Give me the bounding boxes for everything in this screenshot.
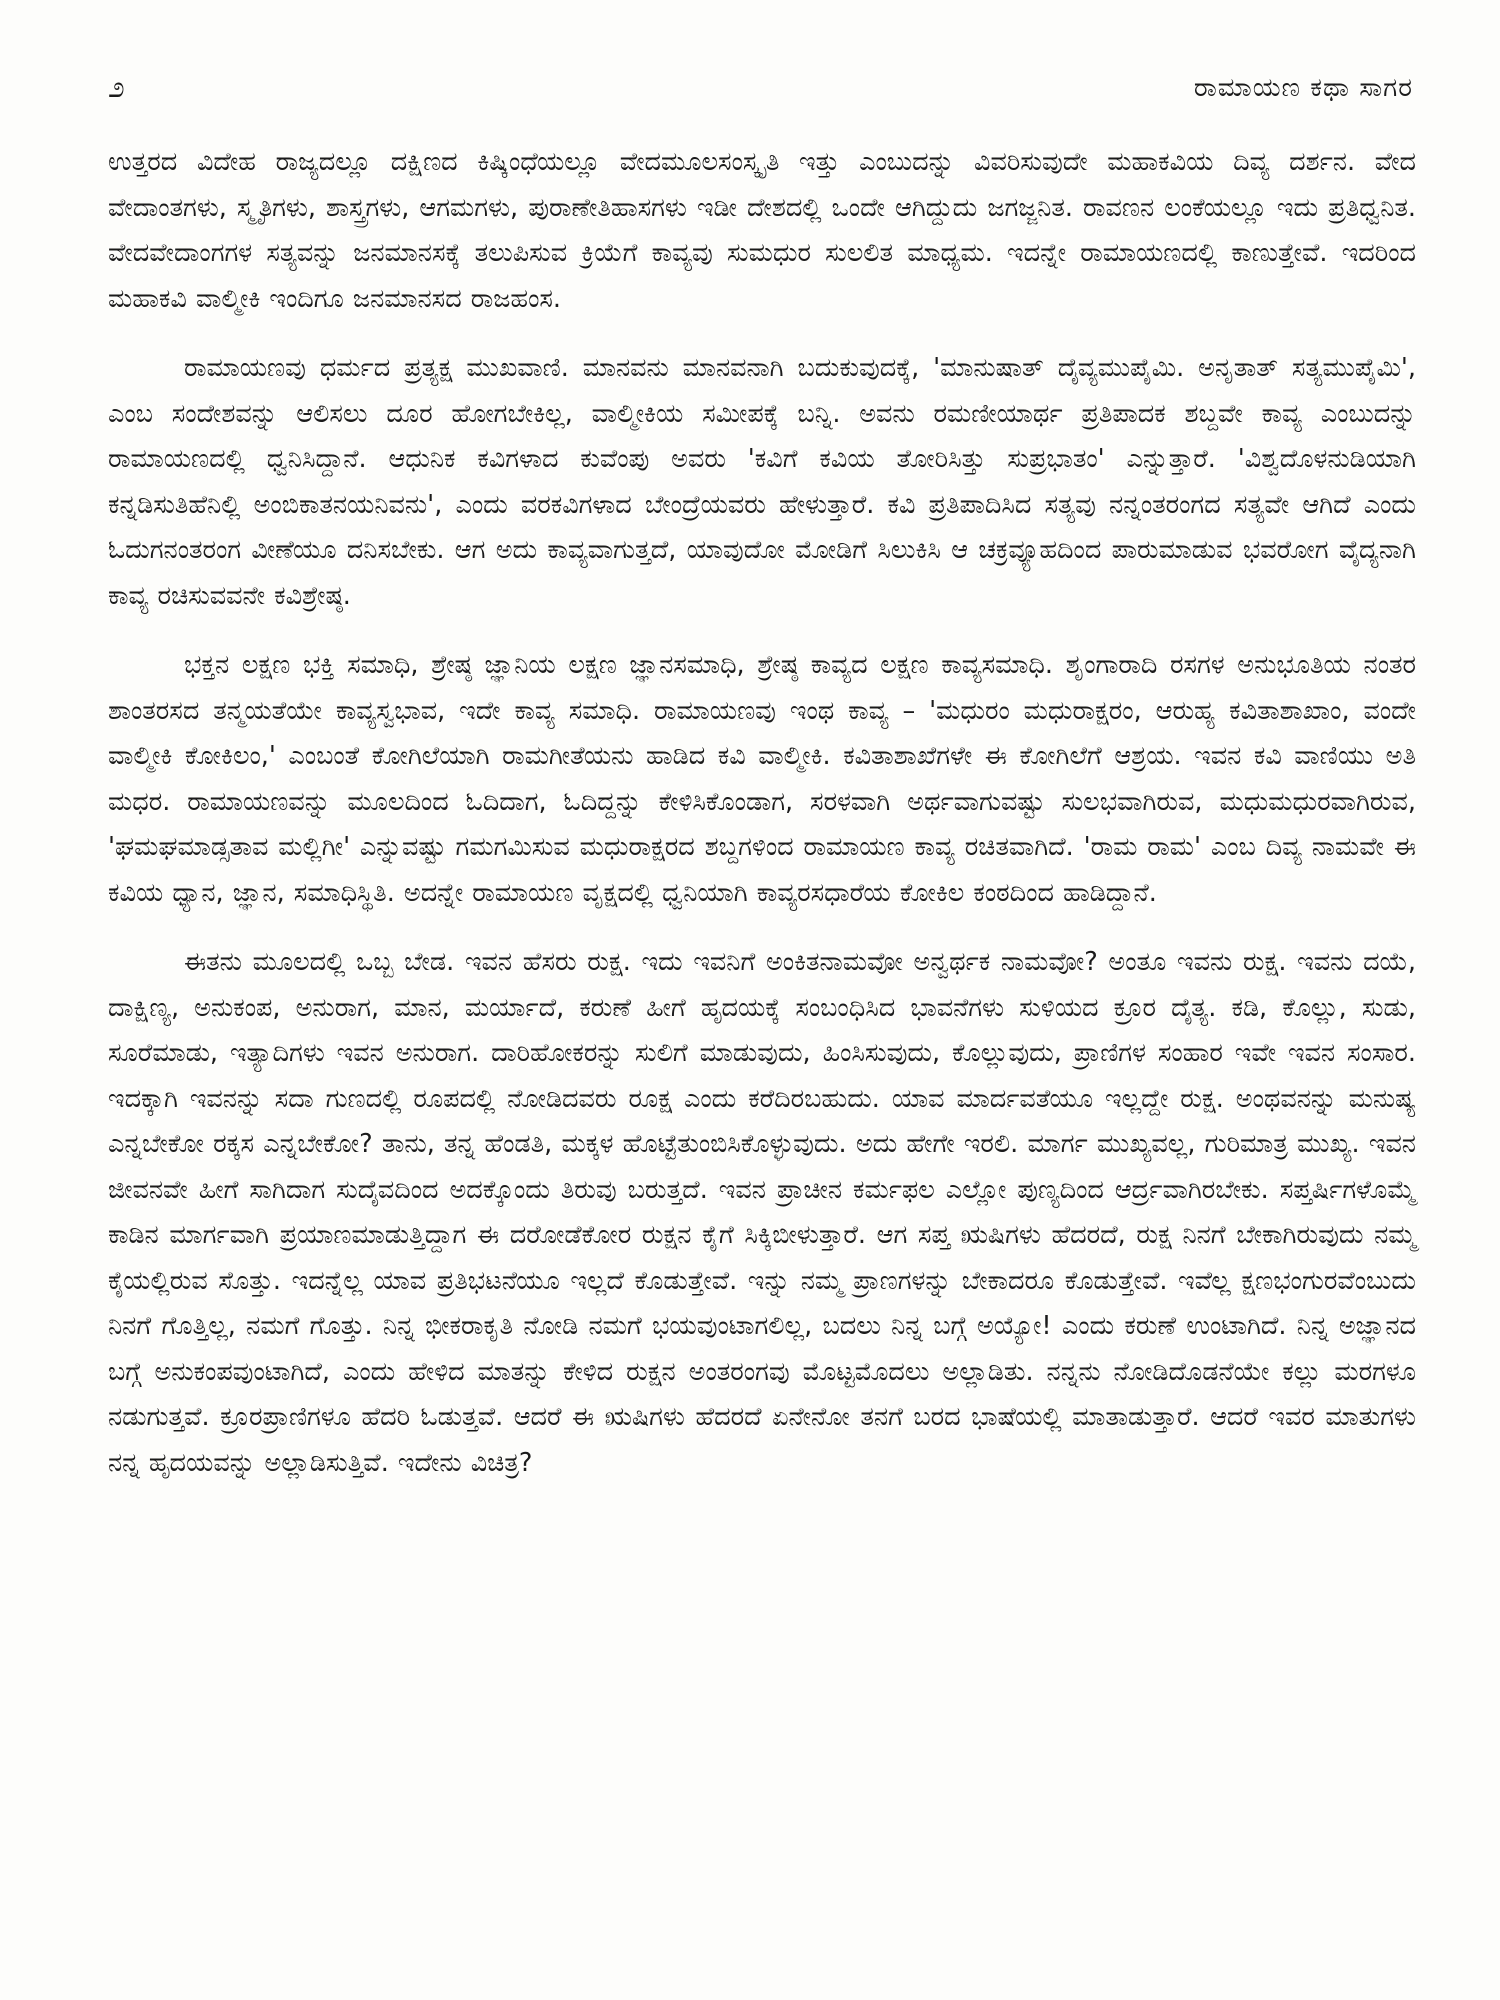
paragraph-2: ರಾಮಾಯಣವು ಧರ್ಮದ ಪ್ರತ್ಯಕ್ಷ ಮುಖವಾಣಿ. ಮಾನವನು ಮಾನವನಾಗಿ ಬದುಕುವುದಕ್ಕೆ, 'ಮಾನುಷಾತ್ ದೈವ್ಯಮುಪೈಮಿ. ಅನೃತಾತ್ ಸತ್ಯಮುಪೈಮಿ', ಎಂಬ ಸಂದೇಶವನ್ನು ಆಲಿಸಲು ದೂರ ಹೋಗಬೇಕಿಲ್ಲ, ವಾಲ್ಮೀಕಿಯ ಸಮೀಪಕ್ಕೆ ಬನ್ನಿ. ಅವನು ರಮಣೀಯಾರ್ಥ ಪ್ರತಿಪಾದಕ ಶಬ್ದವೇ ಕಾವ್ಯ ಎಂಬುದನ್ನು ರಾಮಾಯಣದಲ್ಲಿ ಧ್ವನಿಸಿದ್ದಾನೆ. ಆಧುನಿಕ ಕವಿಗಳಾದ ಕುವೆಂಪು ಅವರು 'ಕವಿಗೆ ಕವಿಯ ತೋರಿಸಿತ್ತು ಸುಪ್ರಭಾತಂ' ಎನ್ನುತ್ತಾರೆ. 'ವಿಶ್ವದೊಳನುಡಿಯಾಗಿ ಕನ್ನಡಿಸುತಿಹೆನಿಲ್ಲಿ ಅಂಬಿಕಾತನಯನಿವನು', ಎಂದು ವರಕವಿಗಳಾದ ಬೇಂದ್ರೆಯವರು ಹೇಳುತ್ತಾರೆ. ಕವಿ ಪ್ರತಿಪಾದಿಸಿದ ಸತ್ಯವು ನನ್ನಂತರಂಗದ ಸತ್ಯವೇ ಆಗಿದೆ ಎಂದು ಓದುಗನಂತರಂಗ ವೀಣೆಯೂ ದನಿಸಬೇಕು. ಆಗ ಅದು ಕಾವ್ಯವಾಗುತ್ತದೆ, ಯಾವುದೋ ಮೋಡಿಗೆ ಸಿಲುಕಿಸಿ ಆ ಚಕ್ರವ್ಯೂಹದಿಂದ ಪಾರುಮಾಡುವ ಭವರೋಗ ವೈದ್ಯನಾಗಿ ಕಾವ್ಯ ರಚಿಸುವವನೇ ಕವಿಶ್ರೇಷ್ಠ. <box>108 353 1416 611</box>
body-text <box>108 140 1416 1510</box>
paragraph-3: ಭಕ್ತನ ಲಕ್ಷಣ ಭಕ್ತಿ ಸಮಾಧಿ, ಶ್ರೇಷ್ಠ ಜ್ಞಾನಿಯ ಲಕ್ಷಣ ಜ್ಞಾನಸಮಾಧಿ, ಶ್ರೇಷ್ಠ ಕಾವ್ಯದ ಲಕ್ಷಣ ಕಾವ್ಯಸಮಾಧಿ. ಶೃಂಗಾರಾದಿ ರಸಗಳ ಅನುಭೂತಿಯ ನಂತರ ಶಾಂತರಸದ ತನ್ಮಯತೆಯೇ ಕಾವ್ಯಸ್ವಭಾವ, ಇದೇ ಕಾವ್ಯ ಸಮಾಧಿ. ರಾಮಾಯಣವು ಇಂಥ ಕಾವ್ಯ – 'ಮಧುರಂ ಮಧುರಾಕ್ಷರಂ, ಆರುಹ್ಯ ಕವಿತಾಶಾಖಾಂ, ವಂದೇ ವಾಲ್ಮೀಕಿ ಕೋಕಿಲಂ,' ಎಂಬಂತೆ ಕೋಗಿಲೆಯಾಗಿ ರಾಮಗೀತೆಯನು ಹಾಡಿದ ಕವಿ ವಾಲ್ಮೀಕಿ. ಕವಿತಾಶಾಖೆಗಳೇ ಈ ಕೋಗಿಲೆಗೆ ಆಶ್ರಯ. ಇವನ ಕವಿ ವಾಣಿಯು ಅತಿ ಮಧರ. ರಾಮಾಯಣವನ್ನು ಮೂಲದಿಂದ ಓದಿದಾಗ, ಓದಿದ್ದನ್ನು ಕೇಳಿಸಿಕೊಂಡಾಗ, ಸರಳವಾಗಿ ಅರ್ಥವಾಗುವಷ್ಟು ಸುಲಭವಾಗಿರುವ, ಮಧುಮಧುರವಾಗಿರುವ, 'ಘಮಘಮಾಡ್ಸತಾವ ಮಲ್ಲಿಗೀ' ಎನ್ನುವಷ್ಟು ಗಮಗಮಿಸುವ ಮಧುರಾಕ್ಷರದ ಶಬ್ದಗಳಿಂದ ರಾಮಾಯಣ ಕಾವ್ಯ ರಚಿತವಾಗಿದೆ. 'ರಾಮ ರಾಮ' ಎಂಬ ದಿವ್ಯ ನಾಮವೇ ಈ ಕವಿಯ ಧ್ಯಾನ, ಜ್ಞಾನ, ಸಮಾಧಿಸ್ಥಿತಿ. ಅದನ್ನೇ ರಾಮಾಯಣ ವೃಕ್ಷದಲ್ಲಿ ಧ್ವನಿಯಾಗಿ ಕಾವ್ಯರಸಧಾರೆಯ ಕೋಕಿಲ ಕಂಠದಿಂದ ಹಾಡಿದ್ದಾನೆ. <box>108 650 1416 908</box>
paragraph-1: ಉತ್ತರದ ವಿದೇಹ ರಾಜ್ಯದಲ್ಲೂ ದಕ್ಷಿಣದ ಕಿಷ್ಕಿಂಧೆಯಲ್ಲೂ ವೇದಮೂಲಸಂಸ್ಕೃತಿ ಇತ್ತು ಎಂಬುದನ್ನು ವಿವರಿಸುವುದೇ ಮಹಾಕವಿಯ ದಿವ್ಯ ದರ್ಶನ. ವೇದ ವೇದಾಂತಗಳು, ಸ್ಮೃತಿಗಳು, ಶಾಸ್ತ್ರಗಳು, ಆಗಮಗಳು, ಪುರಾಣೇತಿಹಾಸಗಳು ಇಡೀ ದೇಶದಲ್ಲಿ ಒಂದೇ ಆಗಿದ್ದುದು ಜಗಜ್ಜನಿತ. ರಾವಣನ ಲಂಕೆಯಲ್ಲೂ ಇದು ಪ್ರತಿಧ್ವನಿತ. ವೇದವೇದಾಂಗಗಳ ಸತ್ಯವನ್ನು ಜನಮಾನಸಕ್ಕೆ ತಲುಪಿಸುವ ಕ್ರಿಯೆಗೆ ಕಾವ್ಯವು ಸುಮಧುರ ಸುಲಲಿತ ಮಾಧ್ಯಮ. ಇದನ್ನೇ ರಾಮಾಯಣದಲ್ಲಿ ಕಾಣುತ್ತೇವೆ. ಇದರಿಂದ ಮಹಾಕವಿ ವಾಲ್ಮೀಕಿ ಇಂದಿಗೂ ಜನಮಾನಸದ ರಾಜಹಂಸ. <box>108 147 1416 314</box>
page-number: ೨ <box>108 70 125 105</box>
running-header <box>108 64 1413 112</box>
running-title: ರಾಮಾಯಣ ಕಥಾ ಸಾಗರ <box>1193 73 1413 103</box>
paragraph-4: ಈತನು ಮೂಲದಲ್ಲಿ ಒಬ್ಬ ಬೇಡ. ಇವನ ಹೆಸರು ರುಕ್ಷ. ಇದು ಇವನಿಗೆ ಅಂಕಿತನಾಮವೋ ಅನ್ವರ್ಥಕ ನಾಮವೋ? ಅಂತೂ ಇವನು ರುಕ್ಷ. ಇವನು ದಯೆ, ದಾಕ್ಷಿಣ್ಯ, ಅನುಕಂಪ, ಅನುರಾಗ, ಮಾನ, ಮರ್ಯಾದೆ, ಕರುಣೆ ಹೀಗೆ ಹೃದಯಕ್ಕೆ ಸಂಬಂಧಿಸಿದ ಭಾವನೆಗಳು ಸುಳಿಯದ ಕ್ರೂರ ದೈತ್ಯ. ಕಡಿ, ಕೊಲ್ಲು, ಸುಡು, ಸೂರೆಮಾಡು, ಇತ್ಯಾದಿಗಳು ಇವನ ಅನುರಾಗ. ದಾರಿಹೋಕರನ್ನು ಸುಲಿಗೆ ಮಾಡುವುದು, ಹಿಂಸಿಸುವುದು, ಕೊಲ್ಲುವುದು, ಪ್ರಾಣಿಗಳ ಸಂಹಾರ ಇವೇ ಇವನ ಸಂಸಾರ. ಇದಕ್ಕಾಗಿ ಇವನನ್ನು ಸದಾ ಗುಣದಲ್ಲಿ ರೂಪದಲ್ಲಿ ನೋಡಿದವರು ರೂಕ್ಷ ಎಂದು ಕರೆದಿರಬಹುದು. ಯಾವ ಮಾರ್ದವತೆಯೂ ಇಲ್ಲದ್ದೇ ರುಕ್ಷ. ಅಂಥವನನ್ನು ಮನುಷ್ಯ ಎನ್ನಬೇಕೋ ರಕ್ಕಸ ಎನ್ನಬೇಕೋ? ತಾನು, ತನ್ನ ಹೆಂಡತಿ, ಮಕ್ಕಳ ಹೊಟ್ಟೆತುಂಬಿಸಿಕೊಳ್ಳುವುದು. ಅದು ಹೇಗೇ ಇರಲಿ. ಮಾರ್ಗ ಮುಖ್ಯವಲ್ಲ, ಗುರಿಮಾತ್ರ ಮುಖ್ಯ. ಇವನ ಜೀವನವೇ ಹೀಗೆ ಸಾಗಿದಾಗ ಸುದೈವದಿಂದ ಅದಕ್ಕೊಂದು ತಿರುವು ಬರುತ್ತದೆ. ಇವನ ಪ್ರಾಚೀನ ಕರ್ಮಫಲ ಎಲ್ಲೋ ಪುಣ್ಯದಿಂದ ಆರ್ದ್ರವಾಗಿರಬೇಕು. ಸಪ್ತರ್ಷಿಗಳೊಮ್ಮೆ ಕಾಡಿನ ಮಾರ್ಗವಾಗಿ ಪ್ರಯಾಣಮಾಡುತ್ತಿದ್ದಾಗ ಈ ದರೋಡೆಕೋರ ರುಕ್ಷನ ಕೈಗೆ ಸಿಕ್ಕಿಬೀಳುತ್ತಾರೆ. ಆಗ ಸಪ್ತ ಋಷಿಗಳು ಹೆದರದೆ, ರುಕ್ಷ ನಿನಗೆ ಬೇಕಾಗಿರುವುದು ನಮ್ಮ ಕೈಯಲ್ಲಿರುವ ಸೊತ್ತು. ಇದನ್ನೆಲ್ಲ ಯಾವ ಪ್ರತಿಭಟನೆಯೂ ಇಲ್ಲದೆ ಕೊಡುತ್ತೇವೆ. ಇನ್ನು ನಮ್ಮ ಪ್ರಾಣಗಳನ್ನು ಬೇಕಾದರೂ ಕೊಡುತ್ತೇವೆ. ಇವೆಲ್ಲ ಕ್ಷಣಭಂಗುರವೆಂಬುದು ನಿನಗೆ ಗೊತ್ತಿಲ್ಲ, ನಮಗೆ ಗೊತ್ತು. ನಿನ್ನ ಭೀಕರಾಕೃತಿ ನೋಡಿ ನಮಗೆ ಭಯವುಂಟಾಗಲಿಲ್ಲ, ಬದಲು ನಿನ್ನ ಬಗ್ಗೆ ಅಯ್ಯೋ! ಎಂದು ಕರುಣೆ ಉಂಟಾಗಿದೆ. ನಿನ್ನ ಅಜ್ಞಾನದ ಬಗ್ಗೆ ಅನುಕಂಪವುಂಟಾಗಿದೆ, ಎಂದು ಹೇಳಿದ ಮಾತನ್ನು ಕೇಳಿದ ರುಕ್ಷನ ಅಂತರಂಗವು ಮೊಟ್ಟಮೊದಲು ಅಲ್ಲಾಡಿತು. ನನ್ನನು ನೋಡಿದೊಡನೆಯೇ ಕಲ್ಲು ಮರಗಳೂ ನಡುಗುತ್ತವೆ. ಕ್ರೂರಪ್ರಾಣಿಗಳೂ ಹೆದರಿ ಓಡುತ್ತವೆ. ಆದರೆ ಈ ಋಷಿಗಳು ಹೆದರದೆ ಏನೇನೋ ತನಗೆ ಬರದ ಭಾಷೆಯಲ್ಲಿ ಮಾತಾಡುತ್ತಾರೆ. ಆದರೆ ಇವರ ಮಾತುಗಳು ನನ್ನ ಹೃದಯವನ್ನು ಅಲ್ಲಾಡಿಸುತ್ತಿವೆ. ಇದೇನು ವಿಚಿತ್ರ? <box>108 947 1416 1478</box>
